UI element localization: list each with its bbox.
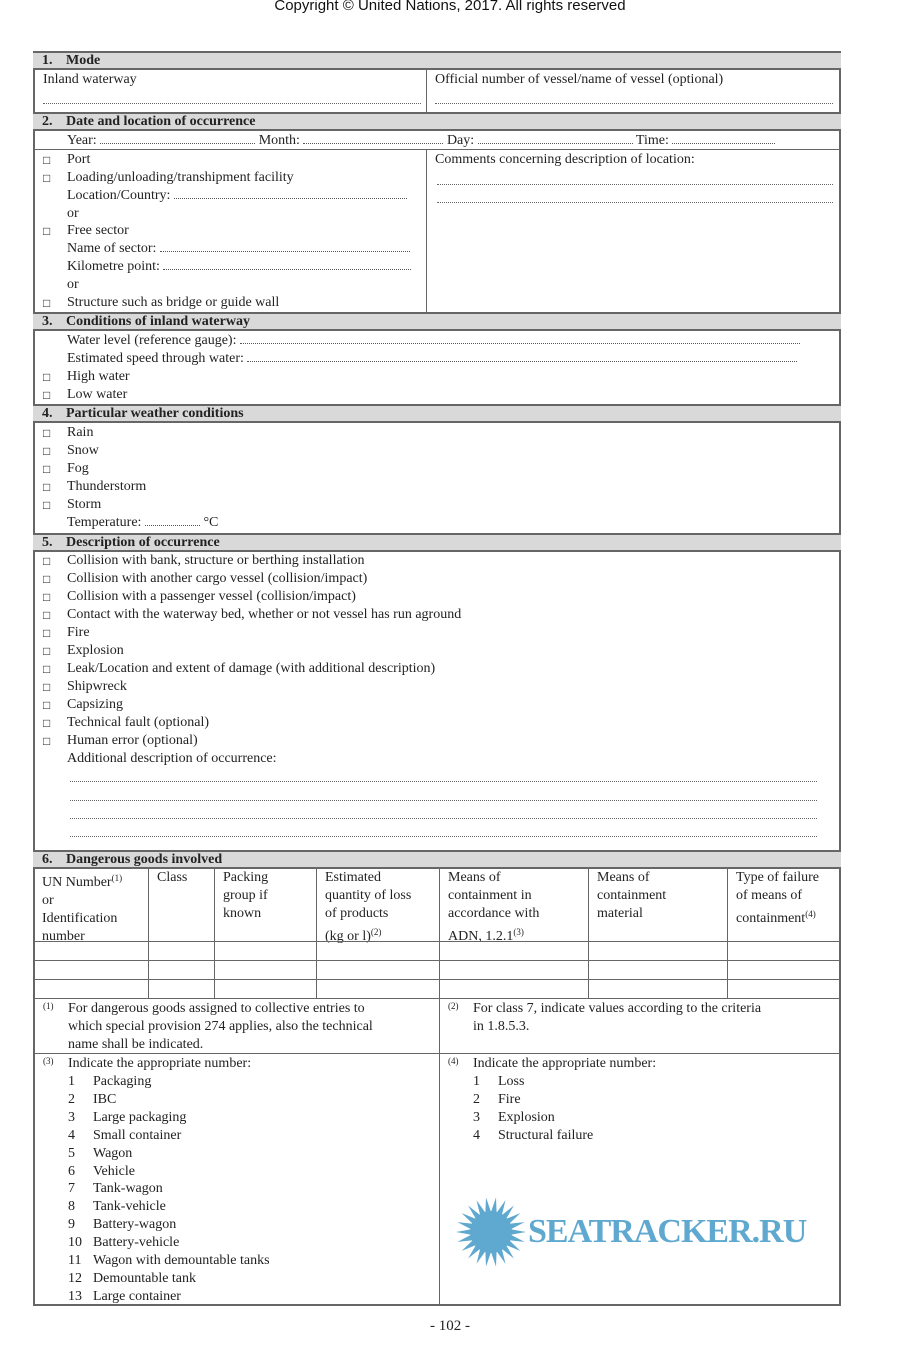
location-row (67, 187, 407, 205)
list-item-label: Battery-wagon (93, 1217, 177, 1233)
sunburst-logo-icon (455, 1196, 527, 1268)
table-cell[interactable] (150, 981, 212, 996)
loading-label: Loading/unloading/transhipment facility (67, 170, 294, 185)
column-header: UN Number$^{(1)}$ or Identification number (42, 873, 123, 944)
table-cell[interactable] (441, 943, 586, 958)
list-item-label: Wagon (93, 1145, 133, 1161)
table-cell[interactable] (590, 943, 725, 958)
free-sector-label: Free sector (67, 223, 129, 238)
list-item-label: Collision with a passenger vessel (collision/impact) (67, 589, 356, 604)
column-header: Means of containment material (597, 870, 667, 921)
table-cell[interactable] (35, 943, 146, 958)
row-divider (33, 941, 841, 942)
table-cell[interactable] (441, 962, 586, 977)
footnote-marker: (2) (448, 1001, 459, 1011)
water-level-row (67, 332, 800, 350)
list-item-label: Human error (optional) (67, 733, 198, 748)
speed-label: Estimated speed through water: (67, 351, 244, 366)
list-item-label: Tank-wagon (93, 1181, 163, 1197)
table-cell[interactable] (216, 981, 314, 996)
checkbox[interactable]: □ (43, 462, 51, 476)
checkbox[interactable]: □ (43, 590, 51, 604)
inland-waterway-label: Inland waterway (43, 72, 137, 87)
list-item-label: Packaging (93, 1074, 152, 1089)
additional-description-field[interactable] (70, 836, 817, 837)
comments-field[interactable] (437, 202, 833, 203)
list-item-label: Shipwreck (67, 679, 127, 694)
column-header: Type of failure of means of containment$^{(4)}$ (736, 870, 819, 926)
list-number: 1 (473, 1074, 480, 1089)
time-field[interactable] (672, 133, 775, 144)
row-divider (33, 960, 841, 961)
checkbox[interactable]: □ (43, 644, 51, 658)
divider (426, 70, 427, 112)
list-item-label: Fire (498, 1091, 521, 1107)
list-item-label: Collision with another cargo vessel (collision/impact) (67, 571, 368, 586)
vessel-label: Official number of vessel/name of vessel (optional) (435, 72, 724, 87)
structure-label: Structure such as bridge or guide wall (67, 295, 280, 310)
list-item-label: Large container (93, 1288, 181, 1304)
year-label: Year: (67, 133, 97, 148)
section-4-header: 4. Particular weather conditions (33, 404, 841, 423)
time-label: Time: (635, 133, 669, 148)
table-cell[interactable] (318, 943, 437, 958)
table-cell[interactable] (318, 981, 437, 996)
table-cell[interactable] (441, 981, 586, 996)
checkbox[interactable]: □ (43, 608, 51, 622)
list-item-label: Leak/Location and extent of damage (with additional description) (67, 661, 436, 676)
footnote-text: Indicate the appropriate number: (473, 1056, 657, 1071)
temperature-label: Temperature: (67, 515, 142, 530)
section-1-header: 1. Mode (33, 51, 841, 70)
year-field[interactable] (100, 133, 255, 144)
list-number: 12 (68, 1270, 82, 1286)
row-divider (33, 979, 841, 980)
checkbox[interactable]: □ (43, 572, 51, 586)
list-number: 7 (68, 1181, 75, 1197)
section-title: Date and location of occurrence (66, 114, 256, 129)
checkbox[interactable]: □ (43, 698, 51, 712)
sector-label: Name of sector: (67, 241, 157, 256)
table-cell[interactable] (150, 962, 212, 977)
checkbox[interactable]: □ (43, 734, 51, 748)
table-cell[interactable] (729, 981, 838, 996)
or-label: or (67, 206, 79, 221)
list-item-label: Structural failure (498, 1127, 594, 1143)
watermark: SEATRACKER.RU (528, 1213, 807, 1250)
table-cell[interactable] (590, 981, 725, 996)
list-item-label: Rain (67, 425, 94, 440)
column-header: Means of containment in accordance with ADN, 1.2.1$^{(3)}$ (448, 870, 540, 944)
vessel-field[interactable] (435, 103, 833, 104)
sector-row (67, 240, 410, 258)
list-number: 5 (68, 1145, 75, 1161)
section-5-header: 5. Description of occurrence (33, 533, 841, 552)
section-6-header: 6. Dangerous goods involved (33, 850, 841, 869)
checkbox-low-water[interactable]: □ (43, 388, 51, 402)
temperature-unit: °C (203, 515, 219, 530)
low-water-label: Low water (67, 387, 128, 402)
checkbox-port[interactable]: □ (43, 153, 51, 167)
table-cell[interactable] (729, 962, 838, 977)
checkbox[interactable]: □ (43, 680, 51, 694)
table-cell[interactable] (590, 962, 725, 977)
kilometre-field[interactable] (163, 259, 411, 270)
checkbox[interactable]: □ (43, 426, 51, 440)
list-number: 13 (68, 1288, 82, 1304)
checkbox[interactable]: □ (43, 662, 51, 676)
comments-field[interactable] (437, 184, 833, 185)
footnote-text: Indicate the appropriate number: (68, 1056, 252, 1071)
footnote-text: For class 7, indicate values according to the criteria (473, 1001, 762, 1016)
footnote-marker: (3) (43, 1056, 54, 1066)
checkbox[interactable]: □ (43, 716, 51, 730)
list-item-label: Tank-vehicle (93, 1199, 166, 1215)
footnote-text: For dangerous goods assigned to collective entries to (68, 1001, 365, 1016)
list-item-label: Contact with the waterway bed, whether or not vessel has run aground (67, 607, 462, 622)
footnote-text: name shall be indicated. (68, 1037, 204, 1052)
checkbox[interactable]: □ (43, 498, 51, 512)
list-item-label: Wagon with demountable tanks (93, 1253, 270, 1268)
location-label: Location/Country: (67, 188, 171, 203)
divider (33, 998, 841, 999)
checkbox[interactable]: □ (43, 480, 51, 494)
kilometre-row (67, 258, 411, 276)
section-3-header: 3. Conditions of inland waterway (33, 312, 841, 331)
checkbox[interactable]: □ (43, 554, 51, 568)
month-field[interactable] (303, 133, 443, 144)
water-level-label: Water level (reference gauge): (67, 333, 237, 348)
list-item-label: IBC (93, 1091, 117, 1107)
list-item-label: Fire (67, 625, 90, 640)
day-field[interactable] (478, 133, 633, 144)
section-title: Conditions of inland waterway (66, 314, 250, 329)
list-item-label: Fog (67, 461, 89, 476)
section-title: Description of occurrence (66, 535, 220, 550)
checkbox-high-water[interactable]: □ (43, 370, 51, 384)
list-number: 2 (68, 1091, 75, 1107)
list-item-label: Demountable tank (93, 1270, 197, 1286)
high-water-label: High water (67, 369, 130, 384)
section-2-header: 2. Date and location of occurrence (33, 112, 841, 131)
column-header: Estimated quantity of loss of products (kg or l)$^{(2)}$ (325, 870, 412, 944)
table-cell[interactable] (35, 962, 146, 977)
list-item-label: Explosion (67, 643, 124, 658)
list-item-label: Thunderstorm (67, 479, 147, 494)
list-item-label: Storm (67, 497, 102, 512)
checkbox-free-sector[interactable]: □ (43, 224, 51, 238)
list-item-label: Large packaging (93, 1109, 187, 1125)
list-item-label: Small container (93, 1127, 182, 1143)
checkbox-structure[interactable]: □ (43, 296, 51, 310)
list-number: 10 (68, 1235, 82, 1251)
month-label: Month: (258, 133, 300, 148)
footnote-text: which special provision 274 applies, also the technical (68, 1019, 373, 1034)
list-number: 9 (68, 1217, 75, 1233)
section-title: Mode (66, 53, 101, 68)
copyright-notice: Copyright © United Nations, 2017. All rights reserved (274, 0, 626, 14)
list-item-label: Capsizing (67, 697, 123, 712)
comments-label: Comments concerning description of location: (435, 152, 695, 167)
list-item-label: Explosion (498, 1109, 555, 1125)
table-cell[interactable] (35, 981, 146, 996)
footnote-marker: (4) (448, 1056, 459, 1066)
table-cell[interactable] (216, 943, 314, 958)
checkbox[interactable]: □ (43, 626, 51, 640)
day-label: Day: (446, 133, 475, 148)
page-number: - 102 - (430, 1318, 470, 1334)
list-number: 3 (68, 1109, 75, 1125)
table-cell[interactable] (150, 943, 212, 958)
list-number: 6 (68, 1163, 75, 1179)
list-item-label: Technical fault (optional) (67, 715, 210, 730)
speed-row (67, 350, 797, 368)
list-item-label: Loss (498, 1074, 525, 1089)
port-label: Port (67, 152, 91, 167)
temperature-field[interactable] (145, 515, 200, 526)
column-header: Class (157, 870, 188, 885)
table-cell[interactable] (318, 962, 437, 977)
section-title: Particular weather conditions (66, 406, 244, 421)
date-time-row (67, 132, 775, 150)
list-item-label: Snow (67, 443, 99, 458)
water-level-field[interactable] (240, 333, 800, 344)
sector-field[interactable] (160, 241, 410, 252)
list-number: 11 (68, 1253, 82, 1268)
temperature-row (67, 514, 218, 532)
speed-field[interactable] (247, 351, 797, 362)
kilometre-label: Kilometre point: (67, 259, 160, 274)
location-field[interactable] (174, 188, 407, 199)
checkbox[interactable]: □ (43, 444, 51, 458)
column-header: Packing group if known (223, 870, 269, 921)
divider (426, 149, 427, 312)
divider (439, 998, 440, 1306)
inland-waterway-field[interactable] (43, 103, 421, 104)
footnote-text: in 1.8.5.3. (473, 1019, 530, 1034)
list-number: 4 (68, 1127, 75, 1143)
list-number: 1 (68, 1074, 75, 1089)
divider (33, 149, 841, 150)
list-item-label: Collision with bank, structure or berthing installation (67, 553, 365, 568)
or-label: or (67, 277, 79, 292)
list-number: 4 (473, 1127, 480, 1143)
checkbox-loading[interactable]: □ (43, 171, 51, 185)
footnote-marker: (1) (43, 1001, 54, 1011)
section-title: Dangerous goods involved (66, 852, 223, 867)
list-number: 2 (473, 1091, 480, 1107)
list-number: 8 (68, 1199, 75, 1215)
additional-description-label: Additional description of occurrence: (67, 751, 277, 766)
list-item-label: Vehicle (93, 1163, 135, 1179)
list-item-label: Battery-vehicle (93, 1235, 180, 1251)
table-cell[interactable] (216, 962, 314, 977)
additional-description-field[interactable] (70, 781, 817, 782)
additional-description-field[interactable] (70, 818, 817, 819)
table-cell[interactable] (729, 943, 838, 958)
list-number: 3 (473, 1109, 480, 1125)
additional-description-field[interactable] (70, 800, 817, 801)
